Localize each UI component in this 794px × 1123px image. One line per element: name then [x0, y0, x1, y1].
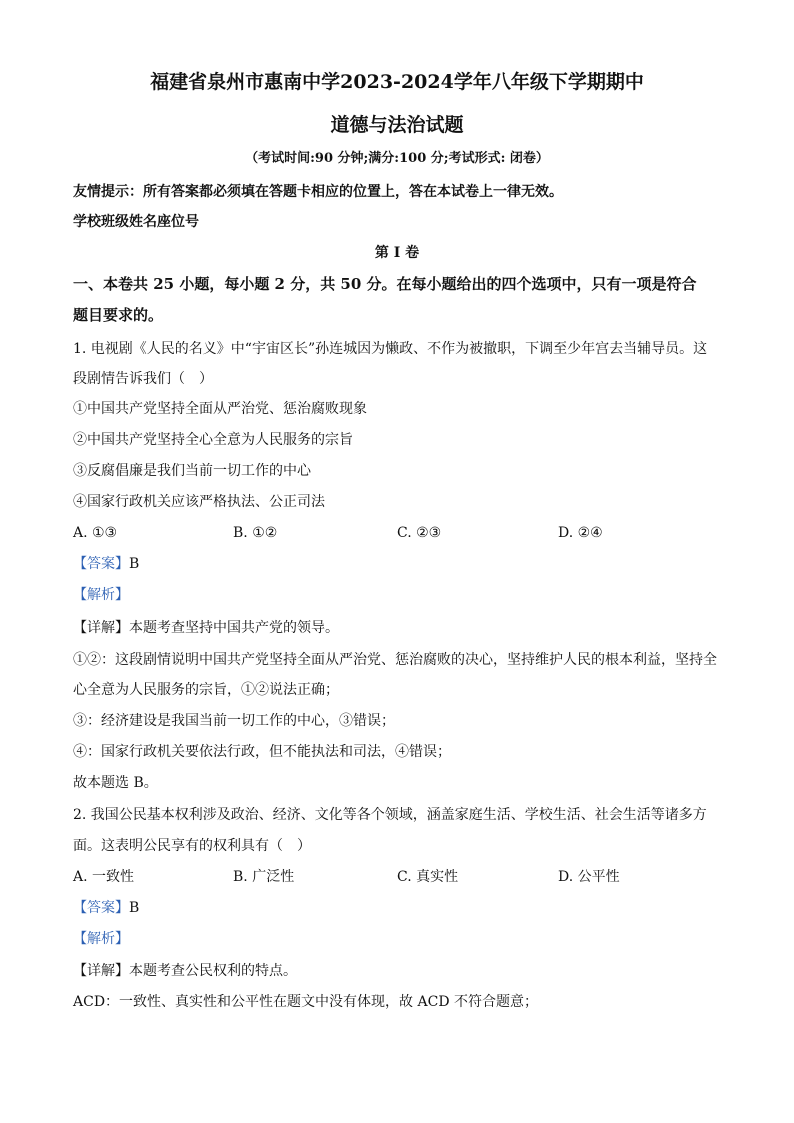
- friendly-tip: 友情提示：所有答案都必须填在答题卡相应的位置上，答在本试卷上一律无效。: [73, 184, 563, 200]
- q1-analysis-line4: ④：国家行政机关要依法行政，但不能执法和司法，④错误；: [73, 744, 451, 760]
- q1-detail-tag: 【详解】: [73, 620, 129, 636]
- q2-answer: [73, 898, 139, 918]
- q1-analysis-line3: ③：经济建设是我国当前一切工作的中心，③错误；: [73, 713, 395, 729]
- q1-option-c: C. ②③: [397, 525, 442, 541]
- q2-option-a: A. 一致性: [73, 869, 135, 885]
- q1-option-d: D. ②④: [558, 525, 603, 541]
- q1-analysis-tag: 【解析】: [73, 587, 129, 603]
- q1-stem-line1: 1. 电视剧《人民的名义》中“宇宙区长”孙连城因为懒政、不作为被撤职，下调至少年宫去当辅导员。这: [73, 341, 708, 357]
- q2-option-c: C. 真实性: [397, 869, 459, 885]
- q2-stem-line1: 2. 我国公民基本权利涉及政治、经济、文化等各个领域，涵盖家庭生活、学校生活、社会生活等诸多方: [73, 807, 707, 823]
- q1-statement-2: ②中国共产党坚持全心全意为人民服务的宗旨: [73, 432, 353, 448]
- q2-option-d: D. 公平性: [558, 869, 620, 885]
- q1-option-a: A. ①③: [73, 525, 118, 541]
- section1-instructions-line1: 一、本卷共 25 小题，每小题 2 分，共 50 分。在每小题给出的四个选项中，只有一项是符合: [73, 275, 697, 293]
- student-info: 学校班级姓名座位号: [73, 214, 199, 230]
- q2-answer-value: B: [129, 900, 140, 916]
- section1-instructions-line2: 题目要求的。: [73, 306, 164, 324]
- q1-detail: [73, 618, 339, 638]
- q2-detail-tag: 【详解】: [73, 963, 129, 979]
- q1-analysis-line2: 心全意为人民服务的宗旨，①②说法正确；: [73, 682, 339, 698]
- q2-stem-line2: 面。这表明公民享有的权利具有（ ）: [73, 838, 311, 854]
- volume-heading: 第 I 卷: [374, 245, 420, 261]
- q1-answer: [73, 554, 139, 574]
- q1-detail-text: 本题考查坚持中国共产党的领导。: [129, 620, 339, 636]
- exam-title-line2: 道德与法治试题: [330, 114, 464, 136]
- exam-info: （考试时间:90 分钟;满分:100 分;考试形式: 闭卷）: [245, 151, 549, 166]
- q1-conclusion: 故本题选 B。: [73, 775, 158, 791]
- q1-statement-4: ④国家行政机关应该严格执法、公正司法: [73, 494, 325, 510]
- q1-stem-line2: 段剧情告诉我们（ ）: [73, 371, 213, 387]
- exam-title-line1: 福建省泉州市惠南中学2023-2024学年八年级下学期期中: [150, 71, 644, 93]
- q2-option-b: B. 广泛性: [233, 869, 295, 885]
- q2-analysis-tag: 【解析】: [73, 931, 129, 947]
- q2-detail: [73, 961, 297, 981]
- q2-analysis-line1: ACD：一致性、真实性和公平性在题文中没有体现，故 ACD 不符合题意；: [73, 994, 538, 1010]
- q1-answer-tag: 【答案】: [73, 556, 129, 572]
- q1-answer-value: B: [129, 556, 140, 572]
- q1-statement-1: ①中国共产党坚持全面从严治党、惩治腐败现象: [73, 401, 367, 417]
- q2-answer-tag: 【答案】: [73, 900, 129, 916]
- q1-option-b: B. ①②: [233, 525, 278, 541]
- q2-detail-text: 本题考查公民权利的特点。: [129, 963, 297, 979]
- q1-statement-3: ③反腐倡廉是我们当前一切工作的中心: [73, 463, 311, 479]
- q1-analysis: [73, 585, 129, 605]
- q2-analysis: [73, 929, 129, 949]
- q1-analysis-line1: ①②：这段剧情说明中国共产党坚持全面从严治党、惩治腐败的决心，坚持维护人民的根本利益，坚持全: [73, 652, 717, 668]
